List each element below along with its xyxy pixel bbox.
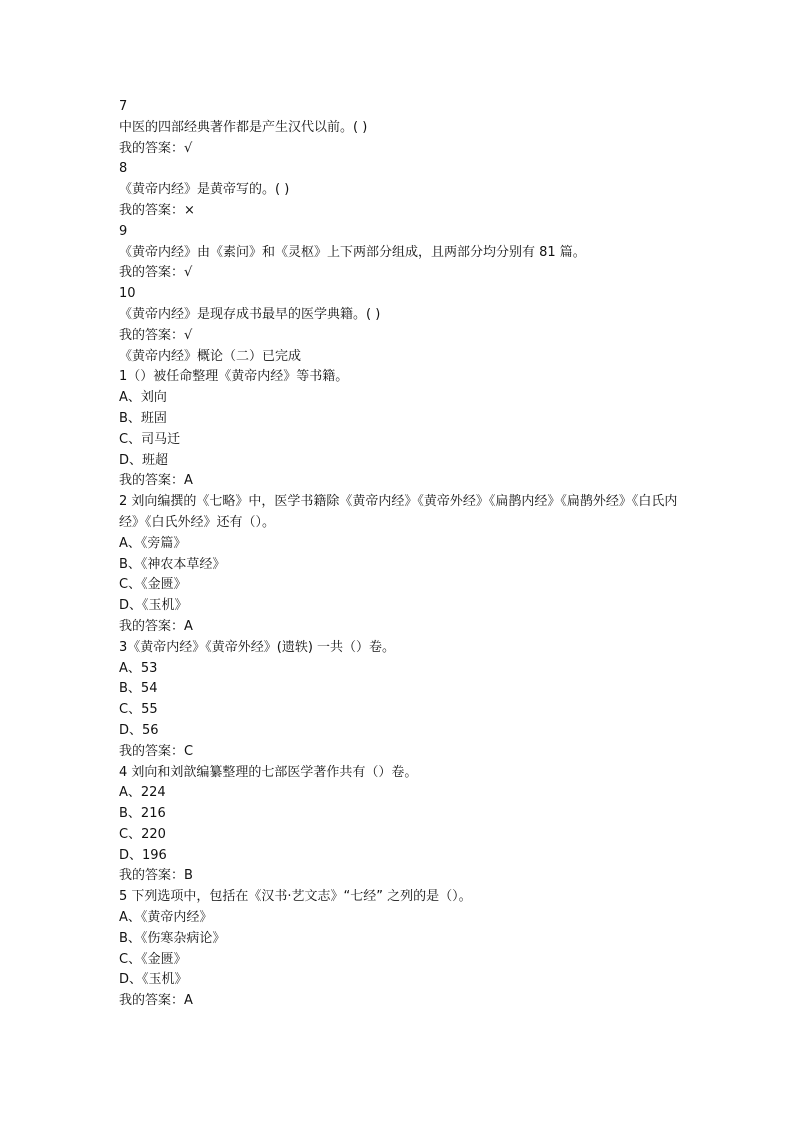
- option-d: D、56: [119, 722, 159, 738]
- question-text: 4 刘向和刘歆编纂整理的七部医学著作共有（）卷。: [119, 764, 418, 780]
- answer-line: 我的答案：×: [119, 202, 195, 218]
- question-number: 9: [119, 223, 128, 239]
- option-b: B、54: [119, 681, 158, 697]
- option-c: C、《金匮》: [119, 577, 187, 593]
- answer-line: 我的答案：B: [119, 868, 193, 884]
- answer-line: 我的答案：√: [119, 140, 193, 156]
- question-text: 2 刘向编撰的《七略》中，医学书籍除《黄帝内经》《黄帝外经》《扁鹊内经》《扁鹊外经》《白氏内经》《白氏外经》还有（）。: [119, 494, 678, 530]
- option-b: B、216: [119, 806, 166, 822]
- document-body: [119, 97, 699, 1012]
- answer-line: 我的答案：C: [119, 743, 194, 759]
- question-text: 中医的四部经典著作都是产生汉代以前。( ): [119, 119, 368, 135]
- option-a: A、53: [119, 660, 158, 676]
- option-b: B、班固: [119, 410, 167, 426]
- option-b: B、《神农本草经》: [119, 556, 226, 572]
- option-c: C、220: [119, 826, 166, 842]
- option-d: D、班超: [119, 452, 169, 468]
- question-text: 1（）被任命整理《黄帝内经》等书籍。: [119, 369, 349, 385]
- option-a: A、刘向: [119, 390, 167, 406]
- question-number: 10: [119, 286, 136, 302]
- option-c: C、55: [119, 702, 158, 718]
- question-text: 3《黄帝内经》《黄帝外经》(遗轶) 一共（）卷。: [119, 639, 396, 655]
- question-text: 《黄帝内经》是黄帝写的。( ): [119, 182, 290, 198]
- answer-line: 我的答案：A: [119, 618, 193, 634]
- option-d: D、《玉机》: [119, 598, 188, 614]
- option-a: A、《黄帝内经》: [119, 910, 213, 926]
- answer-line: 我的答案：A: [119, 473, 193, 489]
- question-text: 《黄帝内经》由《素问》和《灵枢》上下两部分组成，且两部分均分别有 81 篇。: [119, 244, 586, 260]
- option-c: C、《金匮》: [119, 951, 187, 967]
- option-b: B、《伤寒杂病论》: [119, 930, 226, 946]
- question-text: 5 下列选项中，包括在《汉书·艺文志》“七经” 之列的是（）。: [119, 889, 472, 905]
- answer-line: 我的答案：√: [119, 265, 193, 281]
- option-a: A、224: [119, 785, 166, 801]
- question-text: 《黄帝内经》是现存成书最早的医学典籍。( ): [119, 306, 381, 322]
- answer-line: 我的答案：√: [119, 327, 193, 343]
- option-c: C、司马迁: [119, 431, 181, 447]
- section-title: 《黄帝内经》概论（二）已完成: [119, 348, 302, 364]
- option-a: A、《旁篇》: [119, 535, 187, 551]
- option-d: D、196: [119, 847, 167, 863]
- answer-line: 我的答案：A: [119, 993, 193, 1009]
- question-number: 8: [119, 161, 128, 177]
- question-number: 7: [119, 99, 128, 114]
- option-d: D、《玉机》: [119, 972, 188, 988]
